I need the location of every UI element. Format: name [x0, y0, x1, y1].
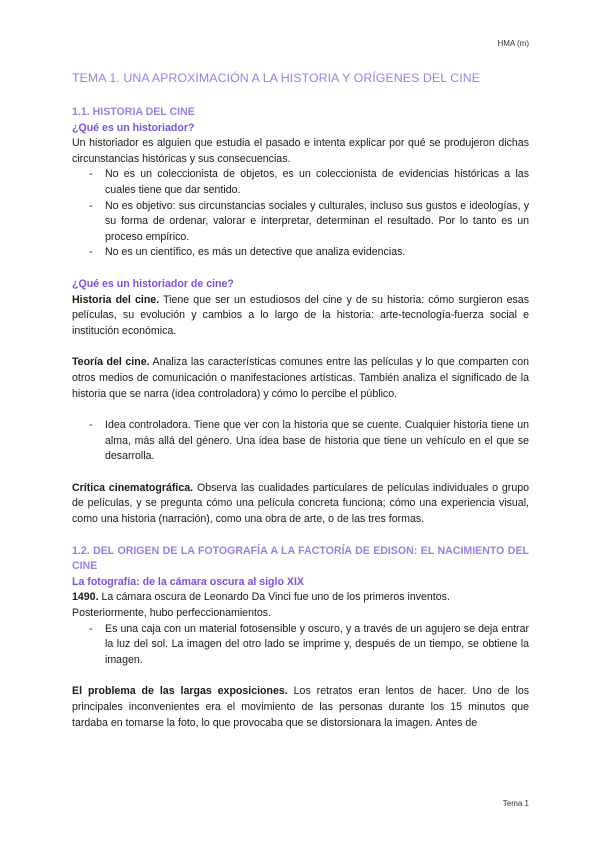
list-item: - No es un coleccionista de objetos, es un coleccionista de evidencias históricas a las cuales tiene que dar sentido.: [89, 168, 529, 196]
dash-bullet-icon: -: [89, 199, 93, 212]
question-heading-historiador-cine: ¿Qué es un historiador de cine?: [72, 277, 234, 290]
document-body: [72, 70, 529, 731]
page-footer-label: Tema 1: [502, 799, 529, 808]
dash-bullet-icon: -: [89, 622, 93, 635]
bullet-list-historiador: [72, 167, 529, 261]
term-teoria-del-cine: Teoría del cine.: [72, 356, 150, 369]
list-item: - Idea controladora. Tiene que ver con la historia que se cuente. Cualquier historia tiene un alma, más allá del género. Una idea base de historia que tiene un vehículo en el que se desarrolla.: [89, 419, 529, 463]
dash-bullet-icon: -: [89, 246, 93, 259]
term-historia-del-cine: Historia del cine.: [72, 293, 160, 306]
bullet-list-camara-oscura: [72, 622, 529, 669]
bullet-list-idea-controladora: [72, 418, 529, 465]
paragraph-1490: 1490. La cámara oscura de Leonardo Da Vinci fue uno de los primeros inventos.: [72, 591, 450, 604]
term-largas-exposiciones: El problema de las largas exposiciones.: [72, 685, 288, 698]
paragraph-perfeccionamientos: Posteriormente, hubo perfeccionamientos.: [72, 607, 272, 620]
list-item: - No es un científico, es más un detective que analiza evidencias.: [72, 245, 529, 261]
term-critica-cinematografica: Crítica cinematográfica.: [72, 481, 194, 494]
paragraph-critica-cinematografica: Crítica cinematográfica. Observa las cualidades particulares de películas individuales o grupo de películas, y se pregunta cómo una película concreta funciona; cómo una experiencia visual, como una historia (narración), como una obra de arte, o de las tres formas.: [72, 481, 530, 526]
paragraph-largas-exposiciones: El problema de las largas exposiciones. Los retratos eran lentos de hacer. Uno de los principales inconvenientes era el movimiento de las personas durante los 15 minutos que tardaba en tomarse la foto, lo que provocaba que se distorsionara la imagen. Antes de: [72, 685, 530, 729]
list-item: - No es objetivo: sus circunstancias sociales y culturales, incluso sus gustos e ideologías, y su forma de ordenar, valorar e interpretar, determinan el resultado. Por lo tanto es un proceso empírico.: [89, 199, 529, 243]
section-heading-1-1: 1.1. HISTORIA DEL CINE: [72, 106, 195, 118]
paragraph-teoria-del-cine: Teoría del cine. Analiza las características comunes entre las películas y lo que comparten con otros medios de comunicación o manifestaciones artísticas. También analiza el significado de la historia que se narra (idea controladora) y cómo lo percibe el público.: [72, 356, 529, 400]
question-heading-historiador: ¿Qué es un historiador?: [72, 121, 195, 134]
dash-bullet-icon: -: [89, 168, 93, 181]
page-title: TEMA 1. UNA APROXIMACIÓN A LA HISTORIA Y ORÍGENES DEL CINE: [72, 71, 481, 85]
subheading-fotografia: La fotografía: de la cámara oscura al siglo XIX: [72, 575, 304, 588]
section-heading-1-2: 1.2. DEL ORIGEN DE LA FOTOGRAFÍA A LA FACTORÍA DE EDISON: EL NACIMIENTO DEL CINE: [72, 544, 529, 573]
document-header-code: HMA (m): [497, 39, 529, 48]
year-1490: 1490.: [72, 591, 99, 604]
dash-bullet-icon: -: [89, 419, 93, 432]
list-item: - Es una caja con un material fotosensible y oscuro, y a través de un agujero se deja entrar la luz del sol. La imagen del otro lado se imprime y, después de un tiempo, se obtiene la imagen.: [89, 622, 529, 666]
paragraph-historiador-definition: Un historiador es alguien que estudia el pasado e intenta explicar por qué se produjeron dichas circunstancias históricas y sus consecuencias.: [72, 137, 529, 165]
paragraph-historia-del-cine: Historia del cine. Tiene que ser un estudiosos del cine y de su historia: cómo surgieron esas películas, su evolución y cambios a lo largo de la historia: arte-tecnología-fuerza social e institución económica.: [72, 293, 529, 337]
